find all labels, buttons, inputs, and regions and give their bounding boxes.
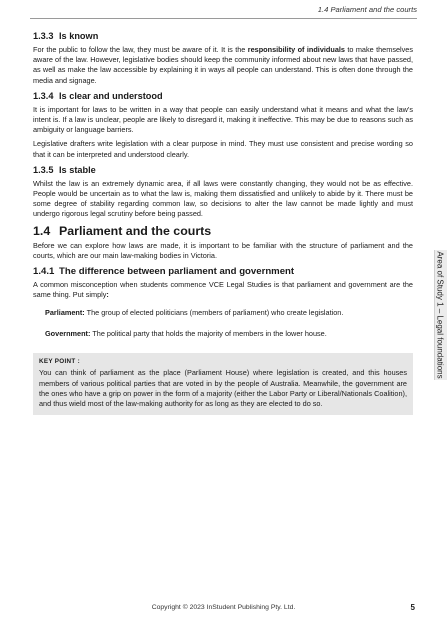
section-title: Is known	[59, 31, 99, 41]
definition-government	[33, 329, 413, 339]
paragraph-stable: Whilst the law is an extremely dynamic area, if all laws were constantly changing, they would not be as effective. People would be uncertain as to what the law is, making them dissatisfied and unlikely to abide by it. There must be some degree of stability regarding common law, so decisions to alter the law cannot be made lightly and must undergo rigorous legal scrutiny before being passed.	[33, 178, 413, 219]
definition-parliament	[33, 308, 413, 318]
key-point-text: You can think of parliament as the place (Parliament House) where legislation is created, and this houses members of various political parties that are voted in by the people of Australia. Meanwhile, the government are the ones who have a grip on power in the form of a majority (either the Labor Party or Liberal/Nationals Coalition), and thus wield most of the law-making authority for as long as they are elected to do so.	[39, 368, 407, 409]
section-title: Parliament and the courts	[59, 223, 212, 238]
section-number: 1.4.1	[33, 266, 55, 278]
paragraph-clear-1: It is important for laws to be written in a way that people can easily understand what it means and what the law's intent is. If a law is unclear, people are likely to disregard it, making it ineffective. This may be due to reasons such as ambiguity or language barriers.	[33, 104, 413, 135]
header-rule	[30, 18, 417, 19]
definition-text: The political party that holds the majority of members in the lower house.	[90, 328, 327, 338]
paragraph-text: For the public to follow the law, they must be aware of it. It is the	[33, 45, 248, 54]
page-content	[33, 26, 413, 415]
colon: :	[106, 290, 109, 300]
section-number: 1.3.5	[33, 164, 54, 175]
running-head: 1.4 Parliament and the courts	[317, 5, 417, 14]
section-title: Is clear and understood	[59, 90, 163, 101]
heading-1-3-5	[33, 165, 413, 176]
side-tab-label: Area of Study 1 – Legal foundations	[435, 251, 445, 379]
key-point-box	[33, 353, 413, 415]
paragraph-parliament-courts: Before we can explore how laws are made, it is important to be familiar with the structure of parliament and the courts, which are our main law-making bodies in Victoria.	[33, 240, 413, 260]
heading-1-3-4	[33, 91, 413, 102]
section-title: The difference between parliament and government	[59, 266, 295, 278]
heading-1-3-3	[33, 31, 413, 42]
section-title: Is stable	[59, 164, 96, 175]
definition-term: Parliament:	[45, 308, 85, 318]
section-number: 1.3.4	[33, 90, 54, 101]
heading-1-4-1	[33, 266, 413, 277]
paragraph-text: to make themselves aware of the law. However, legislative bodies should keep the community informed about new laws that have passed, as well as make the law accessible by explaining it in ways all people can understand. This is often done through the media and signage.	[33, 45, 414, 85]
section-number: 1.4	[33, 223, 51, 238]
key-point-label: KEY POINT :	[39, 357, 80, 365]
definition-term: Government:	[45, 328, 91, 338]
heading-1-4	[33, 224, 413, 238]
paragraph-clear-2: Legislative drafters write legislation with a clear purpose in mind. They must use consistent and precise wording so that it can be interpreted and understood clearly.	[33, 139, 413, 159]
paragraph-text: A common misconception when students commence VCE Legal Studies is that parliament and government are the same thing. Put simply	[33, 280, 413, 300]
section-number: 1.3.3	[33, 31, 54, 41]
definition-text: The group of elected politicians (members of parliament) who create legislation.	[84, 308, 344, 318]
paragraph-misconception	[33, 280, 413, 300]
paragraph-is-known	[33, 45, 413, 86]
copyright-footer: Copyright © 2023 InStudent Publishing Pty. Ltd.	[151, 604, 296, 611]
bold-phrase: responsibility of individuals	[247, 45, 345, 54]
page-number: 5	[410, 603, 415, 612]
